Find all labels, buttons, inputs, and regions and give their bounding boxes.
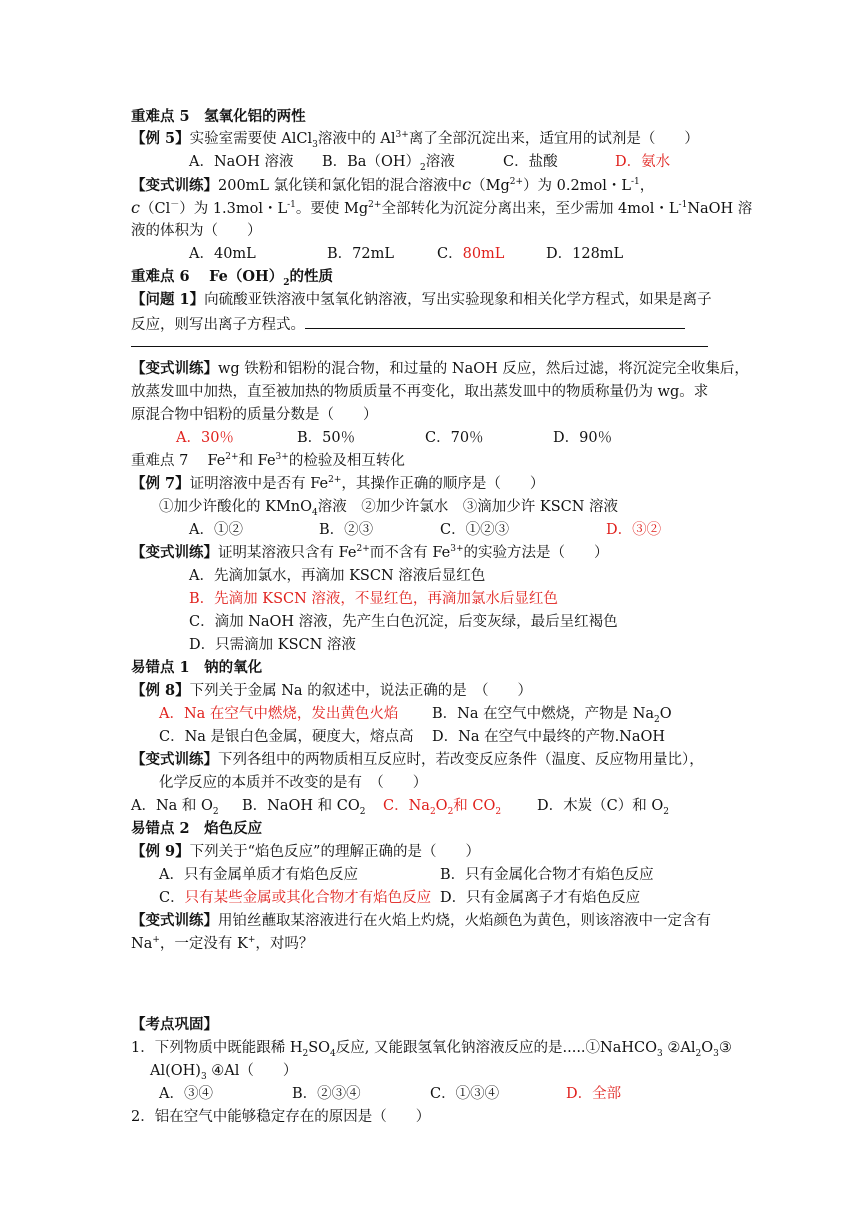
example-7-steps: ①加少许酸化的 KMnO$_4$溶液 ②加少许氯水 ③滴加少许 KSCN 溶液 xyxy=(159,499,619,518)
variant-7-question: 【变式训练】证明某溶液只含有 $Fe^{2+}$而不含有 $Fe^{3+}$的实验方法是（ ） xyxy=(131,544,609,561)
option-d-answer: D．氨水 xyxy=(615,154,671,170)
variant-5-line-2: c（Cl－）为 1.3mol・$L^{-1}$。要使 $Mg^{2+}$全部转化为沉淀分离出来，至少需加 4mol・$L^{-1}NaOH$ 溶 xyxy=(131,198,753,217)
variant-8-line-1: 【变式训练】下列各组中的两物质相互反应时，若改变反应条件（温度、反应物用量比）， xyxy=(131,751,704,768)
option-d-answer: D．③② xyxy=(606,522,662,538)
option-d: D．128mL xyxy=(546,246,624,262)
example-9-question: 【例 9】下列关于“焰色反应”的理解正确的是（ ） xyxy=(131,843,480,860)
option-d: D．只有金属离子才有焰色反应 xyxy=(440,890,641,906)
option-c: C．70％ xyxy=(425,430,484,446)
option-c-answer: C．$Na_2O_2$和 $CO_2$ xyxy=(383,798,502,817)
error-heading-1: 易错点 1 钠的氧化 xyxy=(131,659,263,676)
option-a: A．③④ xyxy=(159,1086,213,1102)
option-b: B．只有金属化合物才有焰色反应 xyxy=(440,867,654,883)
problem-1-line-2: 反应，则写出离子方程式。 xyxy=(131,312,685,336)
option-c: C．①③④ xyxy=(430,1086,500,1102)
option-a: A．只有金属单质才有焰色反应 xyxy=(159,867,358,883)
section-heading-6: 重难点 6 $Fe(OH)_2$的性质 xyxy=(131,268,334,288)
variant-5-line-1: 【变式训练】200mL 氯化镁和氯化铝的混合溶液中$c(Mg^{2+})$为 0.2mol・$L^{-1}$， xyxy=(131,175,655,194)
example-5-question: 【例 5】实验室需要使 AlCl$_3$溶液中的 $Al^{3+}$离了全部沉淀出来，适宜用的试剂是（ ） xyxy=(131,130,699,150)
section-heading-5: 重难点 5 氢氧化铝的两性 xyxy=(131,108,306,125)
option-c: C．Na 是银白色金属，硬度大，熔点高 xyxy=(159,729,414,745)
option-a-answer: A．Na 在空气中燃烧，发出黄色火焰 xyxy=(159,706,399,722)
option-b: B．50％ xyxy=(297,430,356,446)
variant-6-line-2: 放蒸发皿中加热，直至被加热的物质质量不再变化，取出蒸发皿中的物质称量仍为 wg。求 xyxy=(131,384,709,400)
variant-9-line-1: 【变式训练】用铂丝蘸取某溶液进行在火焰上灼烧，火焰颜色为黄色，则该溶液中一定含有 xyxy=(131,912,711,929)
option-b: B．NaOH 和 $CO_2$ xyxy=(242,798,366,817)
option-c: C．①②③ xyxy=(440,522,510,538)
variant-5-line-3: 液的体积为（ ） xyxy=(131,223,262,239)
option-a: A．NaOH 溶液 xyxy=(189,154,294,170)
option-d: D．Na 在空气中最终的产物.NaOH xyxy=(432,729,666,745)
option-c-answer: C．只有某些金属或其化合物才有焰色反应 xyxy=(159,890,432,906)
problem-1-line-1: 【问题 1】向硫酸亚铁溶液中氢氧化钠溶液，写出实验现象和相关化学方程式，如果是离子 xyxy=(131,291,712,308)
question-1-line-1: 1．下列物质中既能跟稀 $H_2SO_4$反应, 又能跟氢氧化钠溶液反应的是.....①NaHCO$_3$ $②Al_2O_3③$ xyxy=(131,1040,732,1059)
option-b: B．Na 在空气中燃烧，产物是 $Na_2O$ xyxy=(432,706,672,725)
error-heading-2: 易错点 2 焰色反应 xyxy=(131,820,263,837)
variant-9-line-2: Na+，一定没有 K+，对吗？ xyxy=(131,935,314,952)
option-c: C．盐酸 xyxy=(503,154,558,170)
example-8-question: 【例 8】下列关于金属 Na 的叙述中，说法正确的是 （ ） xyxy=(131,682,532,699)
variant-6-line-3: 原混合物中铝粉的质量分数是（ ） xyxy=(131,407,378,423)
option-b: B．②③④ xyxy=(292,1086,361,1102)
option-c-answer: C．80mL xyxy=(437,246,505,262)
example-7-question: 【例 7】证明溶液中是否有 $Fe^{2+}$，其操作正确的顺序是（ ） xyxy=(131,475,545,492)
section-heading-7: 重难点 7 $Fe^{2+}$和 $Fe^{3+}$的检验及相互转化 xyxy=(131,452,405,469)
answer-blank xyxy=(305,312,685,329)
option-a: A．①② xyxy=(189,522,243,538)
variant-6-line-1: 【变式训练】wg 铁粉和铝粉的混合物，和过量的 NaOH 反应，然后过滤，将沉淀完全收集后， xyxy=(131,360,749,377)
option-b: B．72mL xyxy=(327,246,394,262)
question-1-line-2: $Al(OH)_3$ ④Al（ ） xyxy=(150,1063,298,1082)
option-d-answer: D．全部 xyxy=(566,1086,622,1102)
question-2: 2．铝在空气中能够稳定存在的原因是（ ） xyxy=(131,1109,431,1125)
option-c: C．滴加 NaOH 溶液，先产生白色沉淀，后变灰绿，最后呈红褐色 xyxy=(189,614,618,630)
option-b: B．②③ xyxy=(319,522,374,538)
option-a: A．先滴加氯水，再滴加 KSCN 溶液后显红色 xyxy=(189,568,486,584)
option-a: A．Na 和 $O_2$ xyxy=(131,798,219,817)
option-d: D．只需滴加 KSCN 溶液 xyxy=(189,637,356,653)
consolidation-heading: 【考点巩固】 xyxy=(131,1016,218,1033)
option-a: A．40mL xyxy=(189,246,256,262)
option-a-answer: A．30％ xyxy=(176,430,234,446)
option-d: D．木炭（C）和 $O_2$ xyxy=(537,798,669,817)
option-b-answer: B．先滴加 KSCN 溶液，不显红色，再滴加氯水后显红色 xyxy=(189,591,558,607)
option-b: B．$Ba(OH)_2$溶液 xyxy=(322,154,455,173)
answer-line xyxy=(131,346,708,347)
option-d: D．90％ xyxy=(553,430,613,446)
variant-8-line-2: 化学反应的本质并不改变的是有 （ ） xyxy=(159,775,428,791)
